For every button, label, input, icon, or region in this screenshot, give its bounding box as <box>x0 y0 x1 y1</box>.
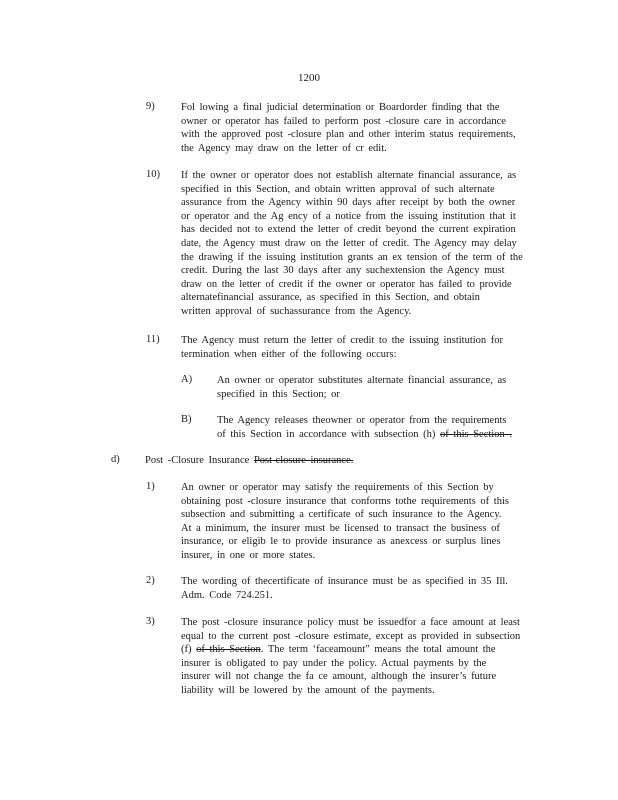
text-line: An owner or operator substitutes alternate financial assurance, as <box>217 375 507 386</box>
text-segment: (f) <box>181 644 192 656</box>
text-line: assurance from the Agency within 90 days after receipt by both the owner <box>181 197 516 209</box>
text-line: termination when either of the following occurs: <box>181 348 397 360</box>
text-line: Fol lowing a final judicial determination or Boardorder finding that the <box>181 102 500 113</box>
item-number: B) <box>181 414 192 425</box>
item-text <box>181 101 526 155</box>
text-line: draw on the letter of credit if the owner or operator has failed to provide <box>181 278 512 290</box>
text-line: date, the Agency must draw on the letter of credit. The Agency may delay <box>181 237 517 249</box>
text-line: Adm. Code 724.251. <box>181 589 273 601</box>
text-line: If the owner or operator does not establish alternate financial assurance, as <box>181 170 517 181</box>
text-line: specified in this Section; or <box>217 388 340 400</box>
section-heading <box>145 454 445 468</box>
heading-text: Post -Closure Insurance <box>145 455 250 466</box>
item-text <box>181 616 536 698</box>
text-line <box>217 428 537 442</box>
text-line: The post -closure insurance policy must be issuedfor a face amount at least <box>181 617 520 628</box>
item-number: 3) <box>146 616 155 627</box>
text-line: The Agency releases theowner or operator from the requirements <box>217 415 507 426</box>
text-line: owner or operator has failed to perform post -closure care in accordance <box>181 115 506 127</box>
text-line: equal to the current post -closure estimate, except as provided in subsection <box>181 630 521 642</box>
item-text <box>217 414 537 441</box>
text-line: subsection and submitting a certificate of such insurance to the Agency. <box>181 509 502 521</box>
struck-text: of this Section . <box>440 428 512 440</box>
page-number: 1200 <box>298 72 320 84</box>
item-number: A) <box>181 374 193 385</box>
struck-text: Post-closure insurance. <box>253 455 354 466</box>
item-number: 1) <box>146 481 155 492</box>
text-line: insurer, in one or more states. <box>181 549 316 561</box>
item-number: 10) <box>146 169 160 180</box>
item-text <box>217 374 537 401</box>
section-letter: d) <box>111 454 120 465</box>
text-line: credit. During the last 30 days after any suchextension the Agency must <box>181 265 505 277</box>
text-line: At a minimum, the insurer must be licensed to transact the business of <box>181 522 500 534</box>
text-line: insurer will not change the fa ce amount, although the insurer’s future <box>181 671 497 683</box>
item-number: 2) <box>146 575 155 586</box>
text-line: the drawing if the issuing institution grants an ex tension of the term of the <box>181 251 523 263</box>
item-text <box>181 334 526 361</box>
text-line: The wording of thecertificate of insurance must be as specified in 35 Ill. <box>181 576 508 587</box>
text-line: alternatefinancial assurance, as specified in this Section, and obtain <box>181 292 480 304</box>
text-line: with the approved post -closure plan and other interim status requirements, <box>181 129 516 141</box>
text-line: insurer is obligated to pay under the policy. Actual payments by the <box>181 657 487 669</box>
text-line: The Agency must return the letter of credit to the issuing institution for <box>181 335 504 346</box>
text-line: obtaining post -closure insurance that conforms tothe requirements of this <box>181 495 509 507</box>
text-line <box>181 643 536 657</box>
struck-text: of this Section <box>196 644 261 656</box>
text-line: written approval of suchassurance from the Agency. <box>181 305 412 317</box>
text-segment: of this Section in accordance with subsection (h) <box>217 428 436 440</box>
text-line: insurance, or eligib le to provide insurance as anexcess or surplus lines <box>181 536 501 548</box>
item-number: 9) <box>146 101 155 112</box>
item-text <box>181 575 536 602</box>
text-line: liability will be lowered by the amount of the payments. <box>181 684 435 696</box>
text-line: or operator and the Ag ency of a notice from the issuing institution that it <box>181 210 516 222</box>
text-segment: . The term ‘faceamount” means the total amount the <box>260 644 496 656</box>
item-text <box>181 169 541 319</box>
item-number: 11) <box>146 334 160 345</box>
text-line <box>145 454 445 468</box>
text-line: specified in this Section, and obtain written approval of such alternate <box>181 183 495 195</box>
text-line: has decided not to extend the letter of credit beyond the current expiration <box>181 224 516 236</box>
item-text <box>181 481 536 563</box>
text-line: the Agency may draw on the letter of cr edit. <box>181 142 387 154</box>
text-line: An owner or operator may satisfy the requirements of this Section by <box>181 482 494 493</box>
